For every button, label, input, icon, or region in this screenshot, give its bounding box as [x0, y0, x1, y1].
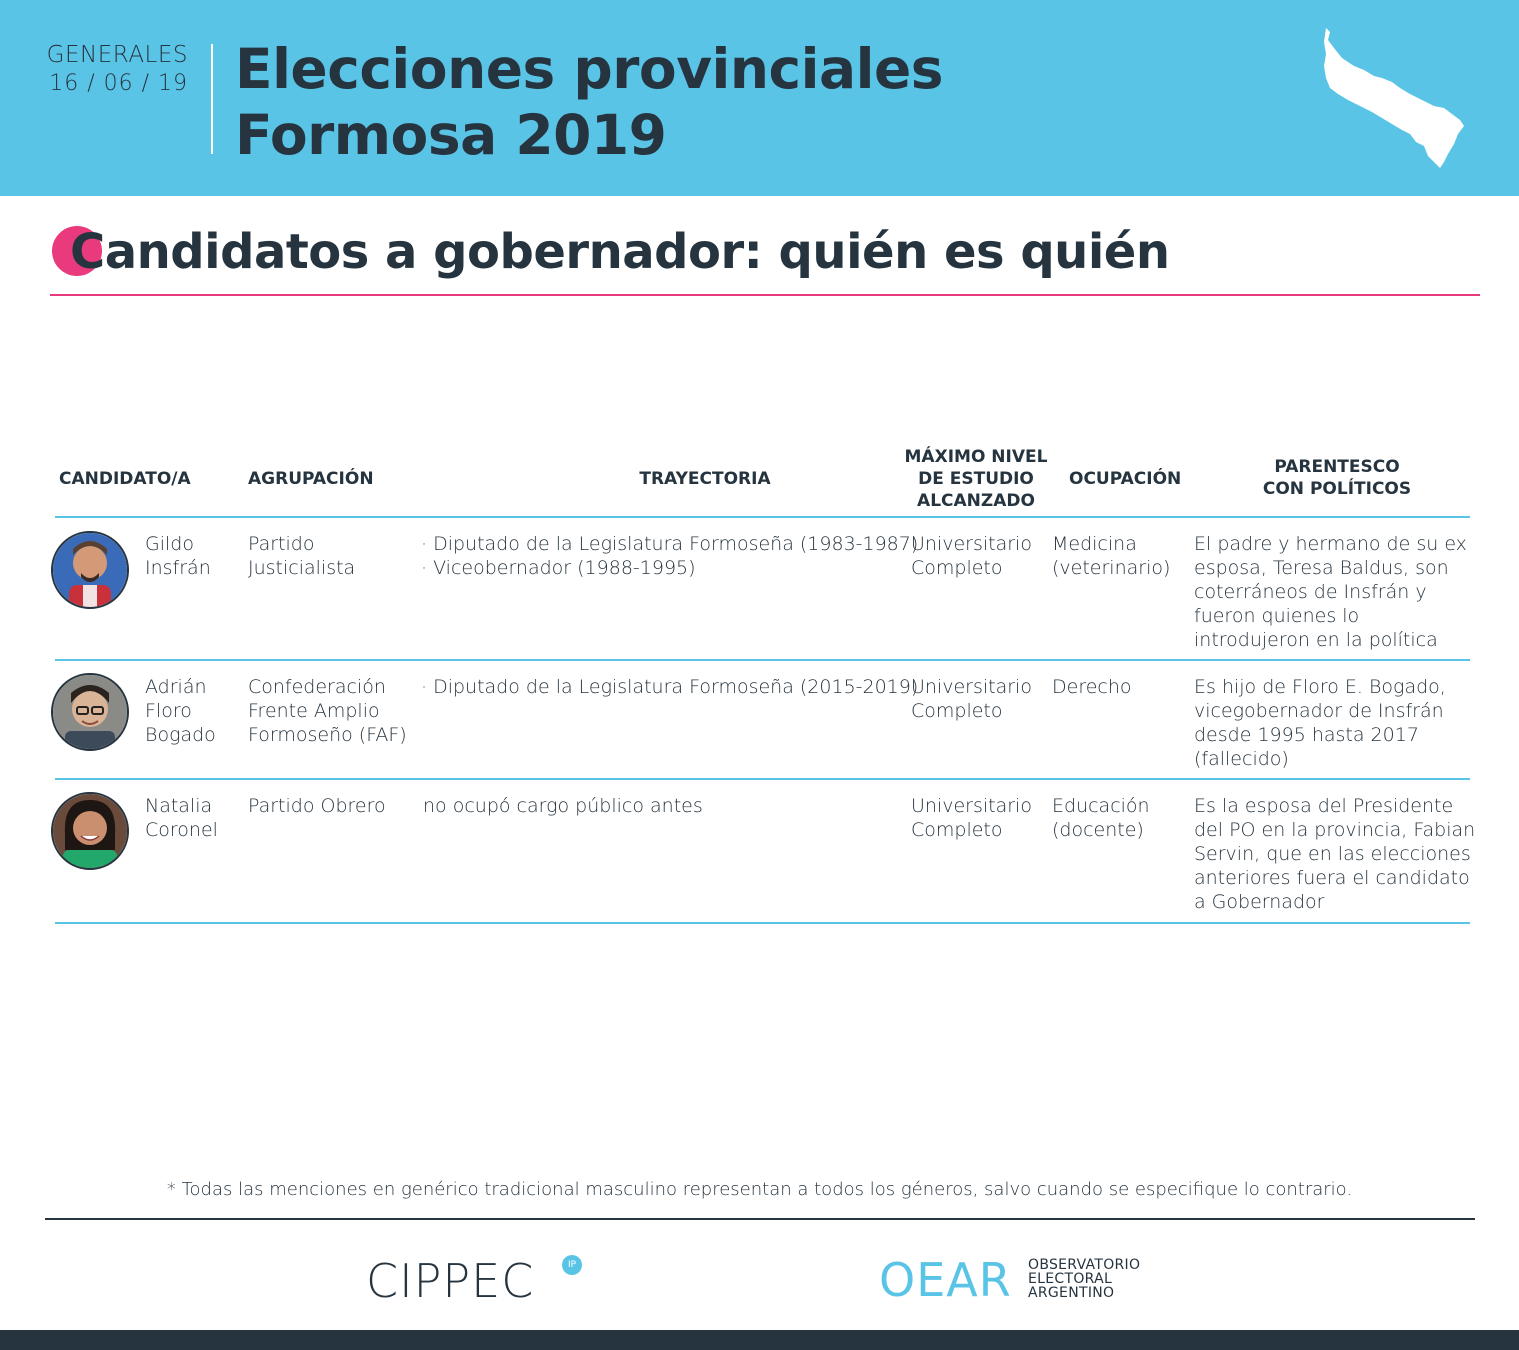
header-agrupacion: AGRUPACIÓN	[248, 469, 374, 489]
career-list: no ocupó cargo público antes	[423, 795, 703, 817]
oear-line-3: ARGENTINO	[1028, 1285, 1115, 1301]
header-estudio-line-2: DE ESTUDIO	[918, 469, 1034, 489]
header-trayectoria: TRAYECTORIA	[639, 469, 771, 489]
kinship: Es la esposa del Presidente del PO en la provincia, Fabian Servin, que en las elecciones anteriores fuera el candidato a Gobernador	[1194, 795, 1476, 913]
party-name: Confederación Frente Amplio Formoseño (FAF)	[248, 676, 407, 746]
candidate-name: Natalia Coronel	[145, 795, 218, 841]
page-title-line-2: Formosa 2019	[235, 103, 667, 167]
candidate-name: Adrián Floro Bogado	[145, 676, 216, 746]
row-divider	[55, 778, 1470, 780]
education-level: Universitario Completo	[911, 676, 1032, 722]
footnote: * Todas las menciones en genérico tradicional masculino representan a todos los géneros, salvo cuando se especifique lo contrario.	[166, 1179, 1353, 1200]
party-name: Partido Justicialista	[248, 533, 356, 579]
page-title	[235, 36, 943, 168]
education-level: Universitario Completo	[911, 795, 1032, 841]
cippec-badge-icon: IP	[562, 1255, 582, 1275]
avatar	[51, 673, 129, 751]
header-estudio-line-3: ALCANZADO	[917, 491, 1035, 511]
formosa-province-map-icon	[1320, 22, 1470, 172]
avatar	[51, 531, 129, 609]
education-level: Universitario Completo	[911, 533, 1032, 579]
oear-line-1: OBSERVATORIO	[1028, 1257, 1141, 1273]
occupation: Derecho	[1052, 676, 1132, 698]
election-date: 16 / 06 / 19	[49, 71, 188, 96]
kinship: Es hijo de Floro E. Bogado, vicegobernador de Insfrán desde 1995 hasta 2017 (fallecido)	[1194, 676, 1446, 770]
header-parentesco	[1230, 456, 1444, 500]
header-maximo-nivel	[896, 446, 1056, 512]
candidate-name: Gildo Insfrán	[145, 533, 211, 579]
oear-logo: OEAR	[879, 1253, 1012, 1307]
candidate-photo-icon	[53, 794, 127, 868]
oear-logo-text	[1028, 1258, 1140, 1300]
header-divider	[211, 44, 213, 154]
cippec-logo: CIPPEC	[366, 1254, 535, 1308]
header-candidato: CANDIDATO/A	[59, 469, 191, 489]
section-divider	[50, 294, 1480, 296]
header-parentesco-line-1: PARENTESCO	[1274, 457, 1400, 477]
election-type-label: GENERALES	[46, 42, 188, 68]
oear-line-2: ELECTORAL	[1028, 1271, 1113, 1287]
occupation: Educación (docente)	[1052, 795, 1150, 841]
party-name: Partido Obrero	[248, 795, 386, 817]
header-ocupacion: OCUPACIÓN	[1069, 469, 1182, 489]
section-title: Candidatos a gobernador: quién es quién	[70, 224, 1170, 280]
footer-divider	[45, 1218, 1475, 1220]
header-parentesco-line-2: CON POLÍTICOS	[1262, 479, 1412, 499]
table-header-rule	[55, 516, 1470, 518]
table-bottom-rule	[55, 922, 1470, 924]
career-list: · Diputado de la Legislatura Formoseña (1983-1987) · Viceobernador (1988-1995)	[421, 533, 919, 579]
bottom-bar	[0, 1330, 1519, 1350]
row-divider	[55, 659, 1470, 661]
election-date-block	[40, 40, 188, 98]
career-list: · Diputado de la Legislatura Formoseña (2015-2019)	[421, 676, 919, 698]
kinship: El padre y hermano de su ex esposa, Teresa Baldus, son coterráneos de Insfrán y fueron quienes lo introdujeron en la política	[1194, 533, 1467, 651]
candidate-photo-icon	[53, 533, 127, 607]
avatar	[51, 792, 129, 870]
header-estudio-line-1: MÁXIMO NIVEL	[904, 447, 1048, 467]
page-title-line-1: Elecciones provinciales	[235, 37, 944, 101]
header-banner	[0, 0, 1519, 196]
candidate-photo-icon	[53, 675, 127, 749]
occupation: Medicina (veterinario)	[1052, 533, 1171, 579]
